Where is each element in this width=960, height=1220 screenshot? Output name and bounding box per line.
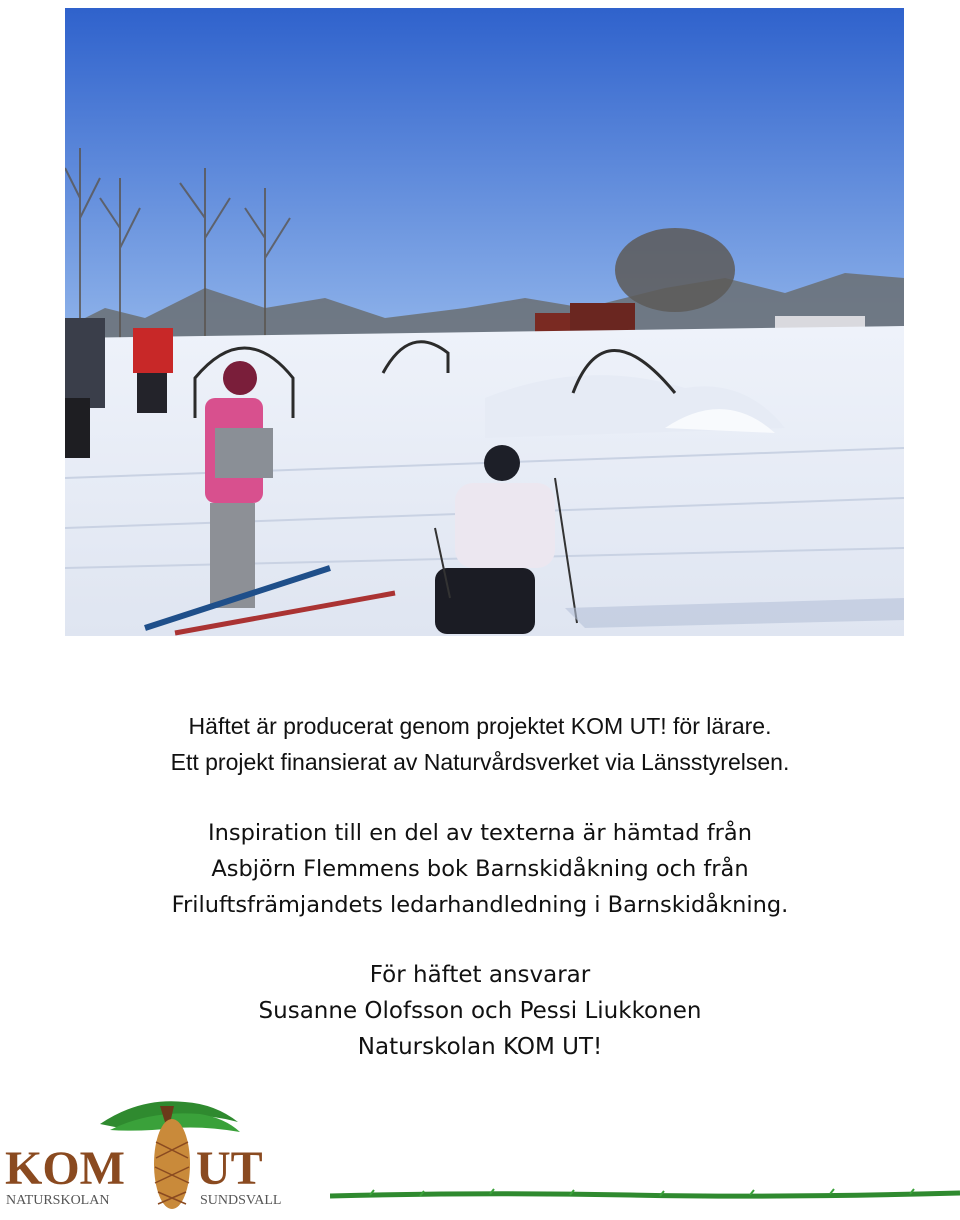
inspiration-line-3: Friluftsfrämjandets ledarhandledning i Barnskidåkning.	[171, 892, 789, 918]
inspiration-line-2: Asbjörn Flemmens bok Barnskidåkning och från	[211, 856, 749, 882]
credit-line-1: Häftet är producerat genom projektet KOM UT! för lärare.	[188, 713, 772, 739]
logo-wordmark-left: KOM	[5, 1142, 125, 1195]
inspiration-line-1: Inspiration till en del av texterna är hämtad från	[208, 820, 752, 846]
inspiration-note	[0, 815, 960, 923]
cover-photo	[65, 8, 904, 636]
credit-line-2: Ett projekt finansierat av Naturvårdsverket via Länsstyrelsen.	[170, 749, 790, 775]
logo-sub-left: NATURSKOLAN	[6, 1193, 110, 1208]
logo-sub-right: SUNDSVALL	[200, 1193, 282, 1208]
logo-wordmark-right: UT	[196, 1142, 263, 1195]
responsible-line-1: För häftet ansvarar	[369, 962, 591, 988]
grass-divider	[330, 1183, 960, 1207]
responsible-line-2: Susanne Olofsson och Pessi Liukkonen	[258, 998, 702, 1024]
kom-ut-logo	[0, 1092, 310, 1216]
responsible-note	[0, 957, 960, 1065]
project-credit	[0, 708, 960, 780]
responsible-line-3: Naturskolan KOM UT!	[357, 1034, 603, 1060]
